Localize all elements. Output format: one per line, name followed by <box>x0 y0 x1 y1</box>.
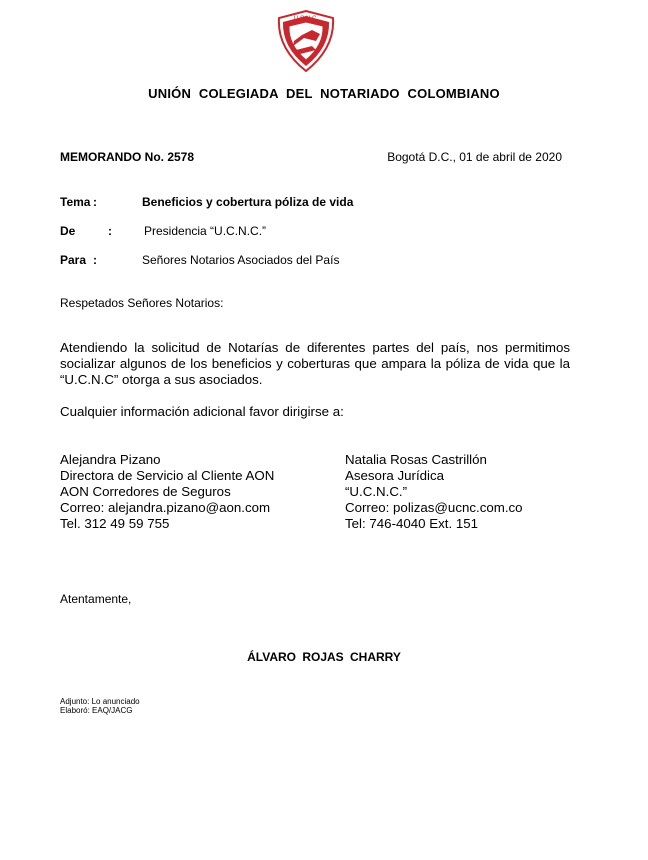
signer-name: ÁLVARO ROJAS CHARRY <box>247 650 401 664</box>
info-line: Cualquier información adicional favor dirigirse a: <box>60 404 344 419</box>
contact-company: AON Corredores de Seguros <box>60 484 231 499</box>
ucnc-logo-seal <box>276 10 336 72</box>
memo-number: MEMORANDO No. 2578 <box>60 150 195 164</box>
body-paragraph: Atendiendo la solicitud de Notarías de diferentes partes del país, nos permitimos socializar algunos de los beneficios y coberturas que ampara la póliza de vida que la “U.C.N.C” otorga a sus asociados. <box>60 340 570 387</box>
tema-separator: : <box>93 195 97 209</box>
contact-email: Correo: polizas@ucnc.com.co <box>345 500 523 515</box>
para-separator: : <box>93 253 97 267</box>
attachment-note: Adjunto: Lo anunciado <box>60 697 140 706</box>
contact-role: Asesora Jurídica <box>345 468 445 483</box>
memo-place-date: Bogotá D.C., 01 de abril de 2020 <box>387 150 562 164</box>
tema-value: Beneficios y cobertura póliza de vida <box>142 195 354 209</box>
prepared-by-note: Elaboró: EAQ/JACG <box>60 706 133 715</box>
footer-notes <box>60 697 140 715</box>
contact-block <box>345 452 523 532</box>
contact-block <box>60 452 274 532</box>
contact-name: Natalia Rosas Castrillón <box>345 452 487 467</box>
para-label: Para <box>60 253 87 267</box>
logo-text: U.C.N.C. <box>294 16 318 22</box>
de-label: De <box>60 224 76 238</box>
de-value: Presidencia “U.C.N.C.” <box>144 224 267 238</box>
contact-phone: Tel. 312 49 59 755 <box>60 516 170 531</box>
contact-name: Alejandra Pizano <box>60 452 161 467</box>
valediction: Atentamente, <box>60 592 132 606</box>
greeting: Respetados Señores Notarios: <box>60 296 224 310</box>
contact-role: Directora de Servicio al Cliente AON <box>60 468 275 483</box>
contact-phone: Tel: 746-4040 Ext. 151 <box>345 516 479 531</box>
de-separator: : <box>108 224 112 238</box>
contact-email: Correo: alejandra.pizano@aon.com <box>60 500 271 515</box>
tema-label: Tema <box>60 195 91 209</box>
contact-company: “U.C.N.C.” <box>345 484 408 499</box>
para-value: Señores Notarios Asociados del País <box>142 253 340 267</box>
organization-title: UNIÓN COLEGIADA DEL NOTARIADO COLOMBIANO <box>148 86 500 101</box>
